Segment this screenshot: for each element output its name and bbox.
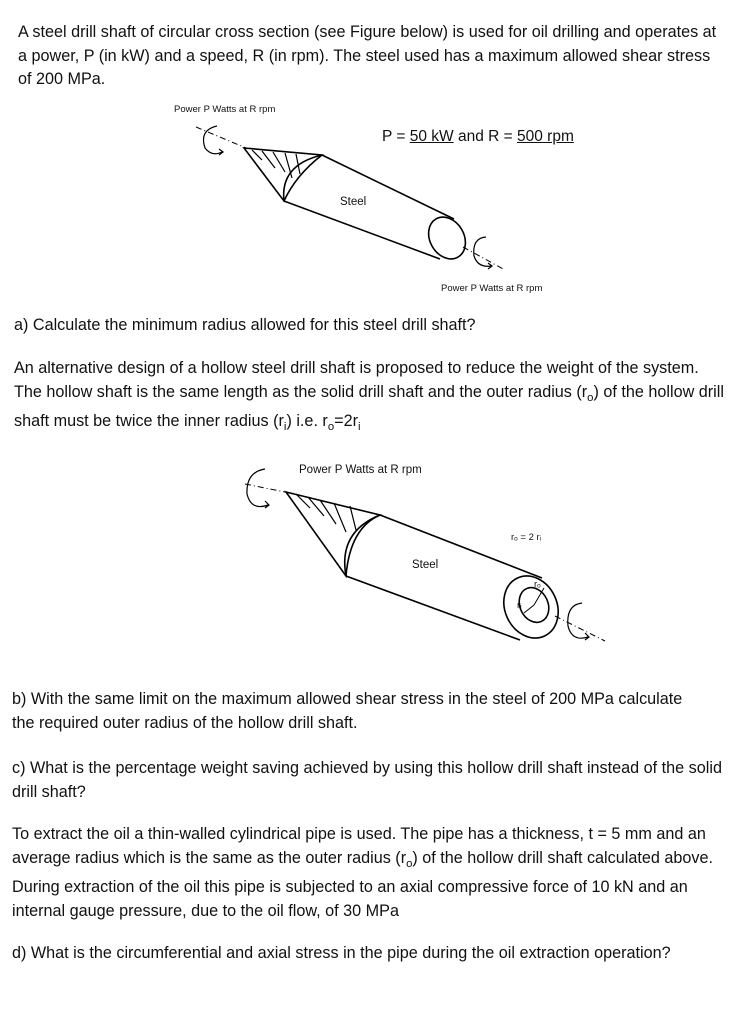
eq-mid: and R = xyxy=(453,128,518,145)
eq-prefix: P = xyxy=(382,128,410,145)
hollow-sub-i: i xyxy=(283,421,287,434)
pipe-paragraph xyxy=(12,823,727,923)
eq-speed: 500 rpm xyxy=(517,128,574,145)
hollow-text-2: ) of the hollow drill shaft must be twice the inner radius (r xyxy=(14,382,724,431)
pipe-sub-o: o xyxy=(406,857,413,870)
hollow-sub-o: o xyxy=(587,391,594,404)
hollow-text-3: ) i.e. r xyxy=(286,412,328,431)
question-d: d) What is the circumferential and axial stress in the pipe during the oil extraction operation? xyxy=(12,944,671,962)
figure2-inner-radius-label: rᵢ xyxy=(517,600,522,611)
question-a: a) Calculate the minimum radius allowed for this steel drill shaft? xyxy=(14,316,476,334)
pipe-text-1: To extract the oil a thin-walled cylindrical pipe is used. The pipe has a thickness, t = 5 mm and an average radius which is the same as the outer radius (r xyxy=(12,825,706,867)
question-c: c) What is the percentage weight saving achieved by using this hollow drill shaft instead of the solid drill shaft? xyxy=(12,759,722,801)
hollow-sub-i2: i xyxy=(358,421,361,434)
intro-paragraph: A steel drill shaft of circular cross section (see Figure below) is used for oil drilling and operates at a power, P (in kW) and a speed, R (in rpm). The steel used has a maximum allowed shear stress of 200 MPa. xyxy=(18,23,717,88)
question-b: b) With the same limit on the maximum allowed shear stress in the steel of 200 MPa calculate the required outer radius of the hollow drill shaft. xyxy=(12,690,683,732)
figure1-material-label: Steel xyxy=(340,196,367,208)
hollow-sub-o2: o xyxy=(327,421,335,434)
figure1-bottom-label: Power P Watts at R rpm xyxy=(441,283,543,294)
hollow-text-4: =2r xyxy=(334,412,358,431)
hollow-text-1: An alternative design of a hollow steel drill shaft is proposed to reduce the weight of the system. The hollow shaft is the same length as the solid drill shaft and the outer radius (r xyxy=(14,359,699,401)
figure1-top-label: Power P Watts at R rpm xyxy=(174,104,276,115)
figure2-ratio-label: rₒ = 2 rᵢ xyxy=(511,532,542,543)
figure2-outer-radius-label: rₒ xyxy=(534,579,541,590)
eq-power: 50 kW xyxy=(409,128,454,145)
pipe-text-2: ) of the hollow drill shaft calculated above. During extraction of the oil this pipe is subjected to an axial compressive force of 10 kN and an internal gauge pressure, due to the oil flow, of 30 MPa xyxy=(12,848,713,920)
figure2-material-label: Steel xyxy=(412,559,439,571)
figure2-top-label: Power P Watts at R rpm xyxy=(299,464,422,476)
